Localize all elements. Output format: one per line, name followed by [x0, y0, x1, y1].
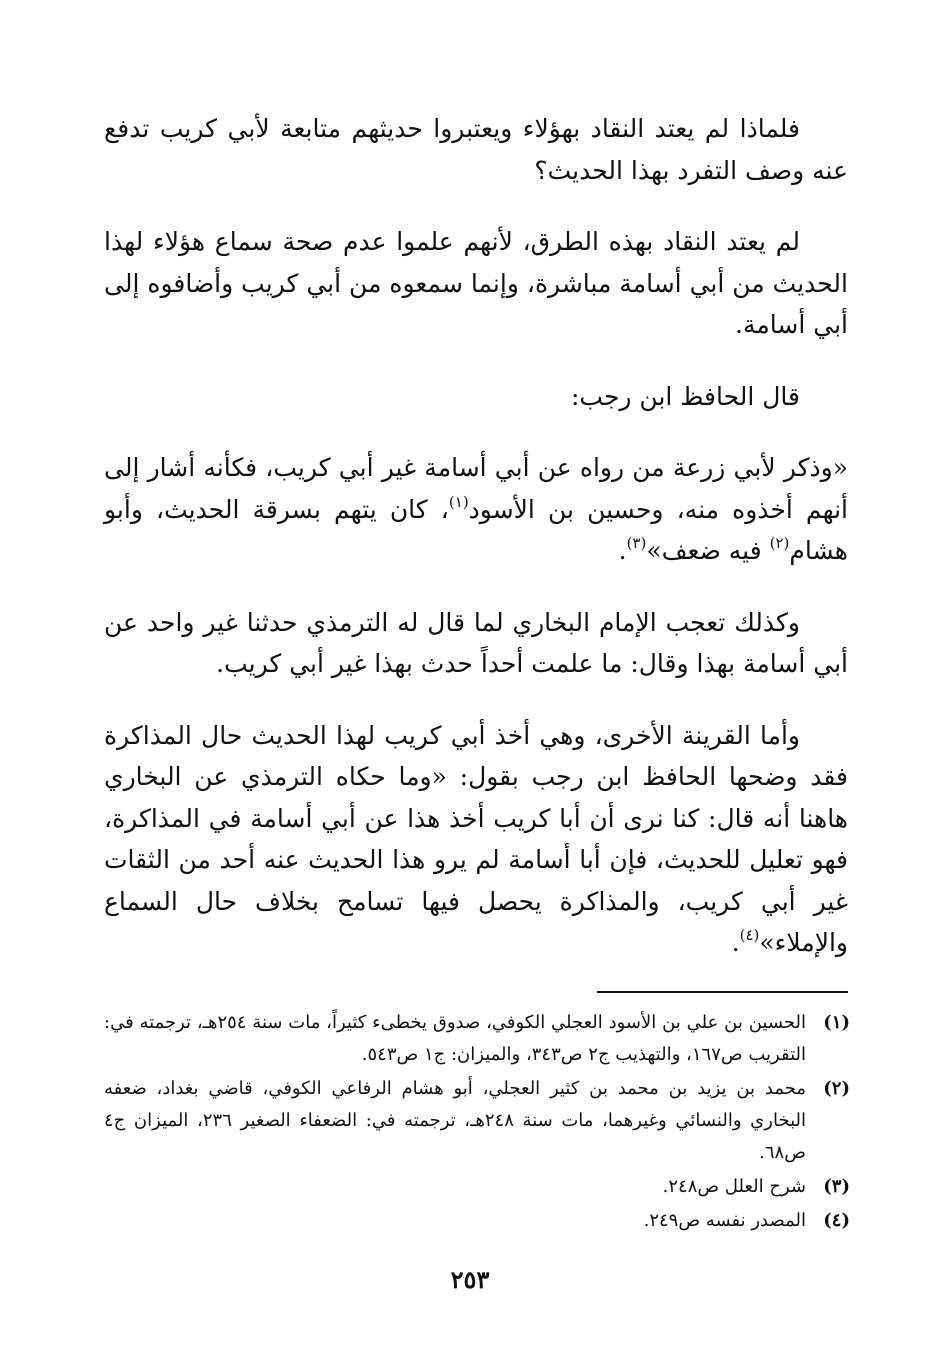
footnote-divider [597, 991, 848, 993]
second-indicator-text: وأما القرينة الأخرى، وهي أخذ أبي كريب لهذا الحديث حال المذاكرة فقد وضحها الحافظ ابن رجب بقول: «وما حكاه الترمذي عن البخاري هاهنا أنه قال: كنا نرى أن أبا كريب أخذ هذا عن أبي أسامة في المذاكرة، فهو تعليل للحديث، فإن أبا أسامة لم يرو هذا الحديث عنه أحد من الثقات غير أبي كريب، والمذاكرة يحصل فيها تسامح بخلاف حال السماع والإملاء» [104, 720, 848, 957]
paragraph-answer: لم يعتد النقاد بهذه الطرق، لأنهم علموا عدم صحة سماع هؤلاء لهذا الحديث من أبي أسامة مباشرة، وإنما سمعوه من أبي كريب وأضافوه إلى أبي أسامة. [104, 227, 848, 339]
paragraph-quote-intro: قال الحافظ ابن رجب: [570, 381, 800, 411]
footnote-number: (٤) [823, 1210, 850, 1231]
page-number: ٢٥٣ [450, 1265, 490, 1294]
footnotes [104, 1007, 850, 1239]
footnote-item [104, 1007, 850, 1071]
footnote-text: المصدر نفسه ص٢٤٩. [643, 1210, 806, 1231]
quote-text-part-4: . [618, 536, 627, 565]
footnote-ref-2[interactable]: (٢) [769, 534, 790, 552]
quote-text-part-1: «وذكر لأبي زرعة من رواه عن أبي أسامة غير أبي كريب، فكأنه أشار إلى أنهم أخذوه منه، وحسين بن الأسود [104, 453, 848, 524]
footnote-item [104, 1073, 850, 1169]
second-indicator-end: . [731, 928, 740, 957]
paragraph-question: فلماذا لم يعتد النقاد بهؤلاء ويعتبروا حديثهم متابعة لأبي كريب تدفع عنه وصف التفرد بهذا الحديث؟ [104, 114, 848, 185]
footnote-number: (٣) [823, 1176, 850, 1197]
footnote-text: شرح العلل ص٢٤٨. [662, 1176, 806, 1197]
paragraph-bukhari: وكذلك تعجب الإمام البخاري لما قال له الترمذي حدثنا غير واحد عن أبي أسامة بهذا وقال: ما علمت أحداً حدث بهذا غير أبي كريب. [104, 607, 848, 678]
quote-text-part-2: ، كان يتهم بسرقة الحديث، وأبو هشام [104, 494, 848, 565]
footnote-item [104, 1205, 850, 1237]
footnote-number: (٢) [823, 1078, 850, 1099]
paragraph-second-indicator [104, 715, 848, 964]
footnote-ref-1[interactable]: (١) [448, 492, 469, 511]
footnote-ref-4[interactable]: (٤) [739, 926, 760, 944]
footnote-item [104, 1171, 850, 1203]
footnote-ref-3[interactable]: (٣) [626, 534, 647, 552]
quote-text-part-3: فيه ضعف» [646, 536, 770, 565]
main-text [104, 108, 848, 964]
footnote-text: محمد بن يزيد بن محمد بن كثير العجلي، أبو هشام الرفاعي الكوفي، قاضي بغداد، ضعفه البخاري والنسائي وغيرهما، مات سنة ٢٤٨هـ، ترجمته في: الضعفاء الصغير ٢٣٦، الميزان ج٤ ص٦٨. [104, 1078, 806, 1163]
footnote-text: الحسين بن علي بن الأسود العجلي الكوفي، صدوق يخطىء كثيراً، مات سنة ٢٥٤هـ، ترجمته في: التقريب ص١٦٧، والتهذيب ج٢ ص٣٤٣، والميزان: ج١ ص٥٤٣. [104, 1012, 806, 1065]
paragraph-quote [104, 447, 848, 572]
footnote-number: (١) [823, 1012, 850, 1033]
